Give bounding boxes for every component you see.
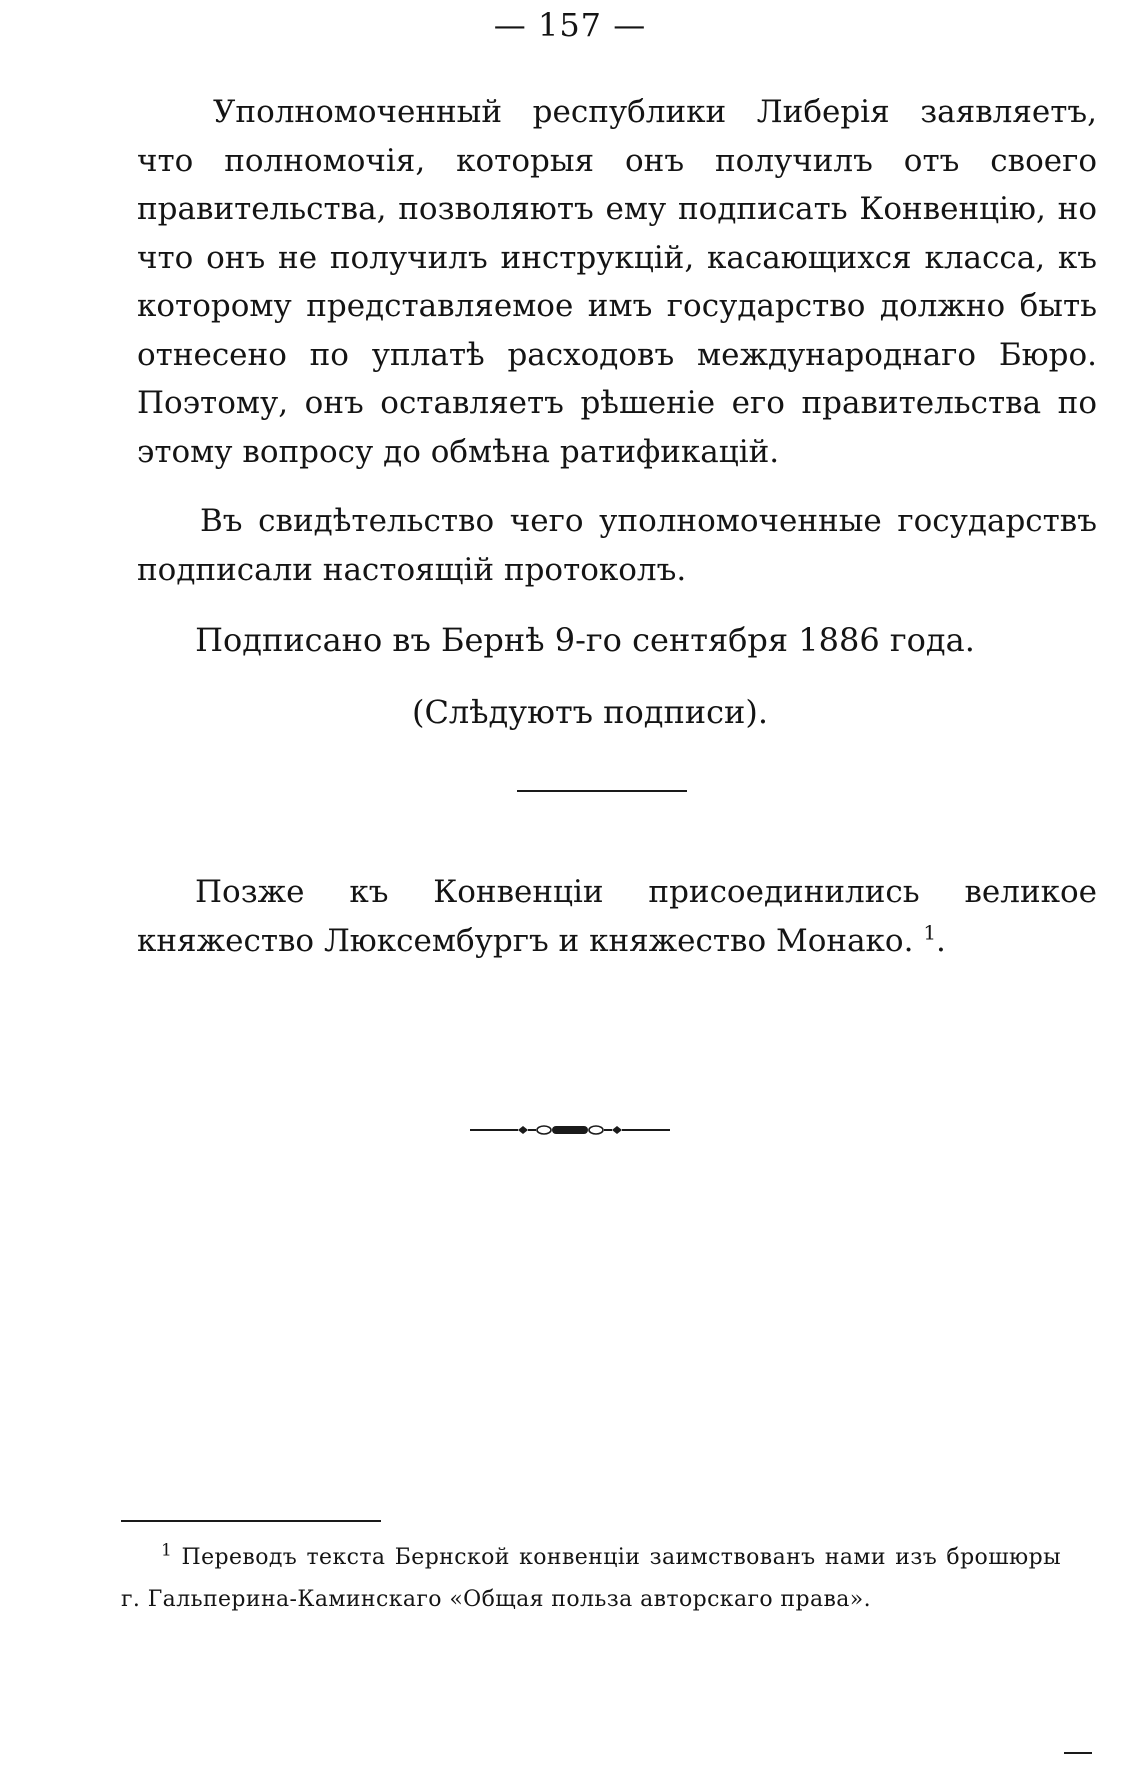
footnote-rule — [121, 1520, 381, 1522]
later-accession-text: Позже къ Конвенціи присоединились великое княжество Люксембургъ и княжество Монако. — [137, 874, 1097, 959]
footnote-text: Переводъ текста Бернской конвенціи заимствованъ нами изъ брошюры г. Гальперина-Каминскаго «Общая польза авторскаго права». — [121, 1545, 1061, 1612]
page-number: — 157 — — [493, 6, 647, 44]
later-accession-period: . — [936, 922, 946, 959]
ornament-divider — [470, 1118, 670, 1142]
signed-place-date: Подписано въ Бернѣ 9-го сентября 1886 года. — [195, 621, 975, 659]
paragraph-later-accession — [137, 868, 1097, 965]
footnote-number: 1 — [161, 1540, 173, 1561]
signatures-note: (Слѣдуютъ подписи). — [411, 693, 769, 731]
footnote-reference: 1 — [923, 920, 937, 945]
footnote — [121, 1537, 1061, 1621]
section-divider — [517, 790, 687, 792]
paragraph-liberia-statement: Уполномоченный республики Либерія заявляетъ, что полномочія, которыя онъ получилъ отъ своего правительства, позволяютъ ему подписать Конвенцію, но что онъ не получилъ инструкцій, касающихся класса, къ которому представляемое имъ государство должно быть отнесено по уплатѣ расходовъ международнаго Бюро. Поэтому, онъ оставляетъ рѣшеніе его правительства по этому вопросу до обмѣна ратификацій. — [137, 94, 1097, 470]
paragraph-witness: Въ свидѣтельство чего уполномоченные государствъ подписали настоящій протоколъ. — [137, 503, 1097, 588]
bottom-edge-mark — [1064, 1752, 1092, 1754]
